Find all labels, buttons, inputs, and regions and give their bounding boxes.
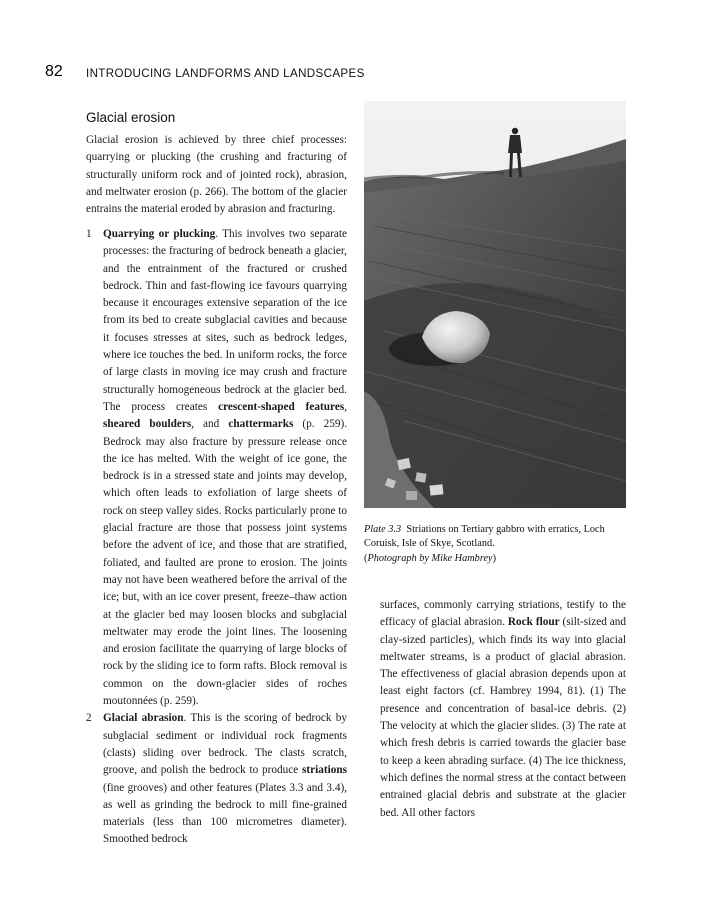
plate-credit: Photograph by Mike Hambrey — [367, 552, 493, 564]
plate-text: Striations on Tertiary gabbro with erratics, Loch Coruisk, Isle of Skye, Scotland. — [364, 524, 605, 550]
list-item-abrasion — [86, 710, 347, 848]
credit-open: ( — [364, 552, 368, 564]
page-number: 82 — [45, 63, 63, 80]
right-column-text — [380, 597, 626, 822]
running-header: INTRODUCING LANDFORMS AND LANDSCAPES — [86, 67, 365, 80]
separator: , — [344, 400, 348, 413]
section-heading: Glacial erosion — [86, 110, 176, 125]
intro-text: Glacial erosion is achieved by three chief processes: quarrying or plucking (the crushing and fracturing of structurally uniform rock and of jointed rock), abrasion, and meltwater erosion (p. 266). The bottom of the glacier entrains the material eroded by abrasion and fracturing. — [86, 134, 347, 216]
term-sheared-boulders: sheared boulders — [103, 418, 192, 431]
quarrying-text-a: . This involves two separate processes: the fracturing of bedrock beneath a glacier, and the entrainment of the fractured or crushed bedrock. Thin and fast-flowing ice favours quarrying because it encourages extensive separation of the ice from its bed to create subglacial cavities and because it focuses stresses at sites, such as bedrock ledges, where ice touches the bed. In uniform rocks, the force of large clasts in moving ice may crush and fracture structurally homogeneous bedrock at the glacier bed. The process creates — [103, 228, 347, 413]
right-text-a: surfaces, commonly carrying striations, testify to the efficacy of glacial abrasion. — [380, 599, 626, 629]
list-number: 1 — [86, 228, 92, 240]
list-number: 2 — [86, 712, 92, 725]
quarrying-text-b: (p. 259). Bedrock may also fracture by pressure release once the ice has melted. With the weight of ice gone, the bedrock is in a stressed state and joints may develop, which often leads to exfoliation of large sheets of rock on steep valley sides. Rocks particularly prone to glacial fracture are those that possess joint systems before the advent of ice, and those that are stratified, foliated, and faulted are prone to erosion. The joints may not have been weathered before the arrival of the ice; but, with an ice cover present, freeze–thaw action at the glacier bed may loosen blocks and subglacial meltwater may erode the joint lines. The loosening and erosion facilitate the quarrying of large blocks of rock by the sliding ice to form rafts. Block removal is common on the down-glacier sides of roches moutonnées (p. 259). — [103, 418, 348, 708]
separator: , and — [191, 418, 229, 431]
right-text-b: (silt-sized and clay-sized particles), which finds its way into glacial meltwater streams, is a product of glacial abrasion. The effectiveness of glacial abrasion depends upon at least eight factors (cf. Hambrey 1994, 81). (1) The presence and concentration of basal-ice debris. (2) The velocity at which the glacier slides. (3) The rate at which fresh debris is carried towards the glacier base to keep a keen abrading surface. (4) The ice thickness, which defines the normal stress at the contact between entrained glacial debris and substrate at the glacier bed. All other factors — [380, 616, 626, 819]
rock-striations-photo — [364, 101, 626, 508]
term-chattermarks: chattermarks — [228, 418, 294, 431]
list-item-quarrying — [86, 226, 347, 710]
term-striations: striations — [302, 764, 347, 777]
plate-caption — [364, 523, 626, 566]
term-crescent: crescent-shaped features — [218, 400, 345, 413]
intro-paragraph — [86, 132, 347, 218]
process-list — [86, 226, 347, 849]
term-abrasion: Glacial abrasion — [103, 712, 184, 725]
plate-photo — [364, 101, 626, 508]
term-rock-flour: Rock flour — [507, 616, 560, 629]
plate-label: Plate 3.3 — [364, 524, 402, 535]
abrasion-text-a: . This is the scoring of bedrock by subglacial sediment or individual rock fragments (clasts) sliding over bedrock. The clasts scratch, groove, and polish the bedrock to produce — [103, 712, 347, 777]
credit-close: ) — [492, 552, 497, 564]
term-quarrying: Quarrying or plucking — [103, 228, 216, 240]
abrasion-text-b: (fine grooves) and other features (Plates 3.3 and 3.4), as well as grinding the bedrock to mill fine-grained materials (less than 100 micrometres diameter). Smoothed bedrock — [103, 781, 347, 846]
